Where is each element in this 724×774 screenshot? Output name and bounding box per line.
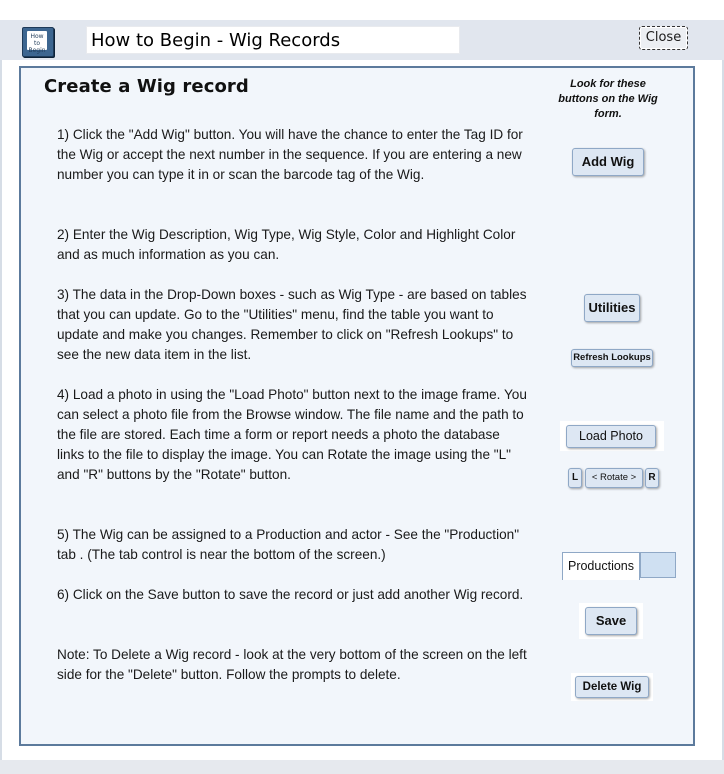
- tab-productions[interactable]: Productions: [562, 552, 640, 580]
- rotate-button[interactable]: < Rotate >: [585, 468, 643, 488]
- step-4-text: 4) Load a photo in using the "Load Photo" button next to the image frame. You can select a photo file from the Browse window. The file name and the path to the file are stored. Each time a form or report needs a photo the database links to the file to display the image. You can Rotate the image using the "L" and "R" buttons by the "Rotate" button.: [57, 387, 527, 482]
- add-wig-button[interactable]: Add Wig: [572, 148, 644, 176]
- note-text: Note: To Delete a Wig record - look at the very bottom of the screen on the left side for the "Delete" button. Follow the prompts to delete.: [57, 647, 527, 682]
- load-photo-button[interactable]: Load Photo: [566, 425, 656, 448]
- section-heading: Create a Wig record: [44, 76, 249, 97]
- rotate-left-button[interactable]: L: [568, 468, 582, 488]
- step-1-text: 1) Click the "Add Wig" button. You will have the chance to enter the Tag ID for the Wig or accept the next number in the sequence. If you are entering a new number you can type it in or scan the barcode tag of the Wig.: [57, 127, 523, 182]
- book-icon-label: How to Begin: [28, 33, 46, 54]
- step-5-text: 5) The Wig can be assigned to a Production and actor - See the "Production" tab . (The tab control is near the bottom of the screen.): [57, 527, 520, 562]
- utilities-button[interactable]: Utilities: [584, 294, 640, 322]
- rotate-right-button[interactable]: R: [645, 468, 659, 488]
- left-border: [0, 60, 2, 774]
- book-icon: [22, 27, 54, 57]
- page-title: How to Begin - Wig Records: [86, 26, 460, 54]
- load-photo-frame: [560, 421, 664, 451]
- tab-control: [562, 552, 676, 580]
- save-button[interactable]: Save: [585, 607, 637, 635]
- delete-button-frame: [571, 673, 653, 701]
- delete-wig-button[interactable]: Delete Wig: [575, 676, 649, 698]
- instructions-panel: [19, 66, 695, 746]
- refresh-lookups-button[interactable]: Refresh Lookups: [571, 349, 653, 367]
- bottom-strip: [0, 760, 724, 774]
- tab-next[interactable]: [640, 552, 676, 578]
- side-note: Look for these buttons on the Wig form.: [558, 78, 658, 120]
- step-6-text: 6) Click on the Save button to save the record or just add another Wig record.: [57, 587, 524, 602]
- close-button[interactable]: Close: [639, 26, 688, 50]
- header-bar: [0, 20, 724, 60]
- window-top-strip: [0, 0, 724, 20]
- step-2-text: 2) Enter the Wig Description, Wig Type, Wig Style, Color and Highlight Color and as much information as you can.: [57, 227, 516, 262]
- save-button-frame: [579, 603, 643, 639]
- step-3-text: 3) The data in the Drop-Down boxes - such as Wig Type - are based on tables that you can update. Go to the "Utilities" menu, find the table you want to update and make you changes. Remember to click on "Refresh Lookups" to see the new data item in the list.: [57, 287, 527, 362]
